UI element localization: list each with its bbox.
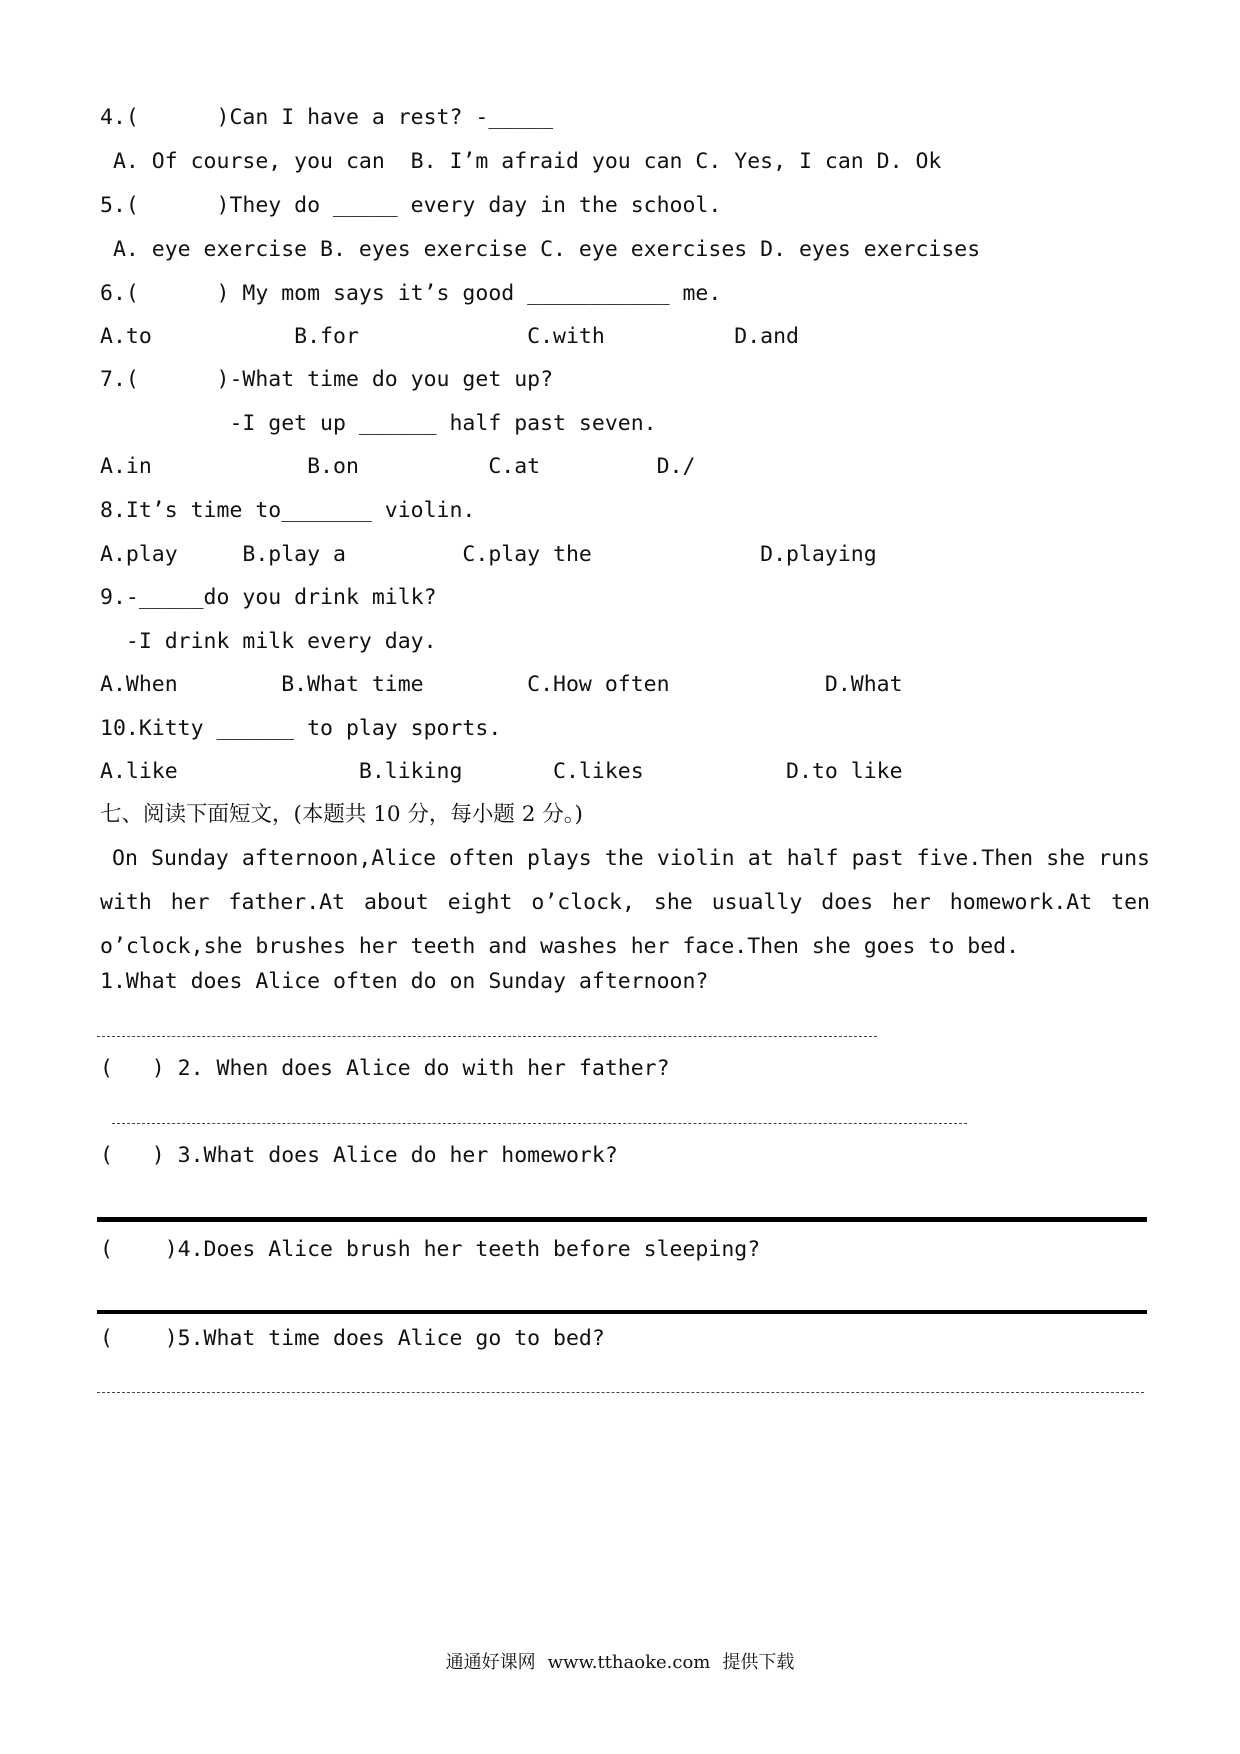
- reading-question-1: 1.What does Alice often do on Sunday afternoon?: [100, 969, 709, 994]
- question-line: 4.( )Can I have a rest? -_____: [100, 105, 554, 130]
- question-line: A.When B.What time C.How often D.What: [100, 672, 903, 697]
- question-line: 6.( ) My mom says it’s good ___________ me.: [100, 281, 722, 306]
- section-title: 七、阅读下面短文，(本题共 10 分，每小题 2 分。): [100, 802, 583, 827]
- question-line: A.like B.liking C.likes D.to like: [100, 759, 903, 784]
- reading-passage: On Sunday afternoon,Alice often plays the violin at half past five.Then she runs with her father.At about eight o’clock, she usually does her homework.At ten o’clock,she brushes her teeth and washes her face.Then she goes to bed.: [100, 846, 1150, 959]
- answer-line-5: [97, 1392, 1144, 1393]
- question-line: -I drink milk every day.: [100, 629, 437, 654]
- question-line: -I get up ______ half past seven.: [100, 411, 657, 436]
- question-line: 5.( )They do _____ every day in the school.: [100, 193, 722, 218]
- answer-line-2: [112, 1123, 967, 1124]
- answer-line-3: [97, 1217, 1147, 1222]
- question-line: 10.Kitty ______ to play sports.: [100, 716, 502, 741]
- question-line: 9.-_____do you drink milk?: [100, 585, 437, 610]
- question-line: A.to B.for C.with D.and: [100, 324, 799, 349]
- reading-question-3: ( ) 3.What does Alice do her homework?: [100, 1143, 618, 1168]
- question-line: A.play B.play a C.play the D.playing: [100, 542, 877, 567]
- footer-site: 通通好课网: [445, 1652, 536, 1673]
- reading-question-2: ( ) 2. When does Alice do with her father?: [100, 1056, 670, 1081]
- answer-line-4: [97, 1310, 1147, 1314]
- question-line: A.in B.on C.at D./: [100, 454, 696, 479]
- footer-tag: 提供下载: [722, 1652, 795, 1673]
- question-line: 7.( )-What time do you get up?: [100, 367, 554, 392]
- reading-question-5: ( )5.What time does Alice go to bed?: [100, 1326, 605, 1351]
- question-line: A. eye exercise B. eyes exercise C. eye exercises D. eyes exercises: [100, 237, 981, 262]
- question-line: A. Of course, you can B. I’m afraid you can C. Yes, I can D. Ok: [100, 149, 942, 174]
- answer-line-1: [97, 1036, 877, 1037]
- footer-url[interactable]: www.tthaoke.com: [547, 1652, 711, 1673]
- reading-question-4: ( )4.Does Alice brush her teeth before sleeping?: [100, 1237, 761, 1262]
- page-footer: [0, 1648, 1240, 1674]
- question-line: 8.It’s time to_______ violin.: [100, 498, 476, 523]
